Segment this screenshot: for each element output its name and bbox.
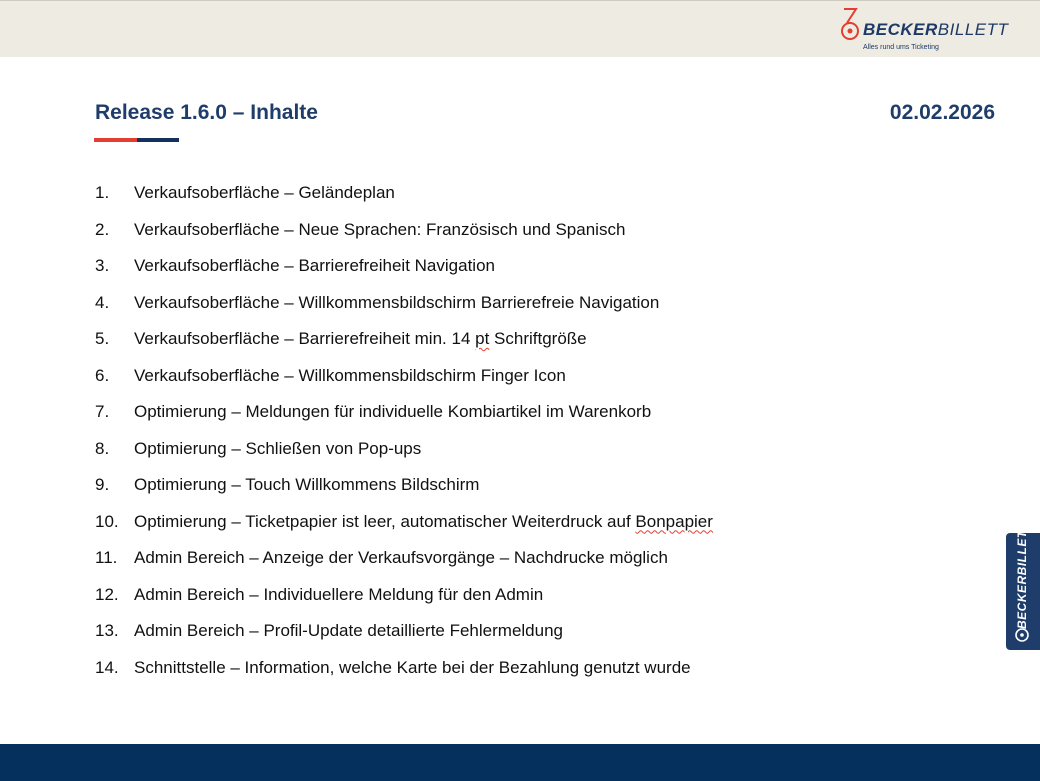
header-band [0, 0, 1040, 57]
release-date: 02.02.2026 [889, 101, 995, 124]
spellcheck-marked-word: pt [475, 329, 490, 348]
brand-logo [838, 7, 1009, 57]
spellcheck-marked-word: Bonpapier [635, 511, 713, 531]
side-brand-label: BECKERBILLETT [1015, 522, 1029, 629]
brand-wordmark: BECKERBILLETT [863, 20, 1009, 39]
brand-logo-icon [838, 7, 862, 43]
footer-band [0, 744, 1040, 781]
side-brand-tab[interactable] [1006, 522, 1040, 650]
page-title: Release 1.6.0 – Inhalte [95, 101, 318, 124]
title-accent-navy [137, 138, 179, 142]
brand-tagline: Alles rund ums Ticketing [863, 44, 939, 51]
title-accent-red [94, 138, 137, 142]
